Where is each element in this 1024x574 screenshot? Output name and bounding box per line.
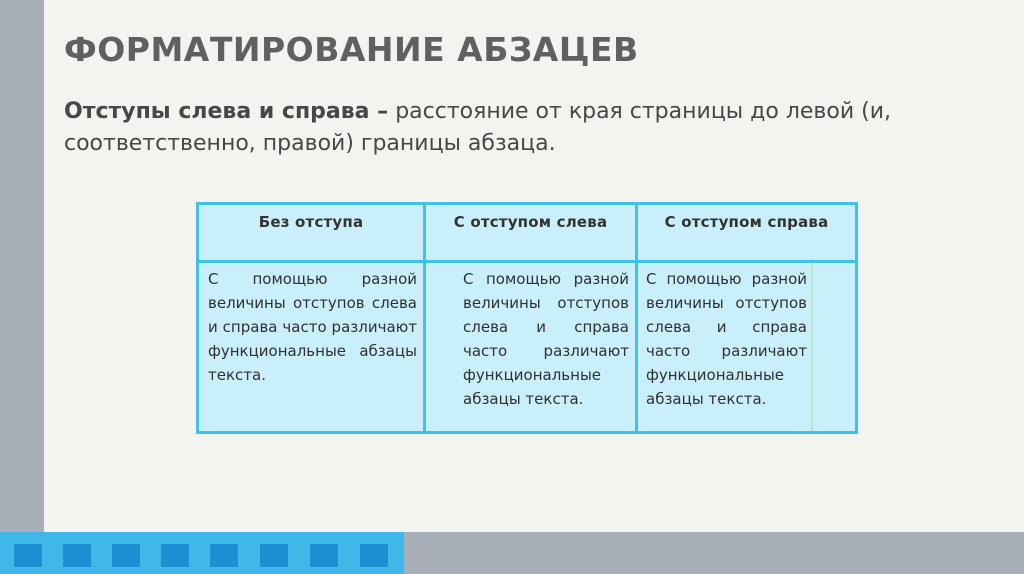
table-cell-right-indent bbox=[646, 267, 807, 411]
table-column-divider bbox=[423, 205, 426, 431]
table-inner-margin-line bbox=[811, 263, 813, 431]
slide-title: ФОРМАТИРОВАНИЕ АБЗАЦЕВ bbox=[64, 30, 639, 69]
decorative-square bbox=[161, 544, 189, 567]
table-header-divider bbox=[199, 260, 855, 263]
bottom-accent-strip bbox=[0, 532, 404, 574]
cell-text: С помощью разной величины отступов слева и справа часто различают функциональные абзацы текста. bbox=[208, 270, 417, 384]
lead-term: Отступы слева и справа – bbox=[64, 99, 389, 124]
lead-text: расстояние от края страницы до левой (и, соответственно, правой) границы абзаца. bbox=[64, 99, 892, 156]
cell-text: С помощью разной величины отступов слева и справа часто различают функциональные абзацы текста. bbox=[463, 270, 629, 408]
table-header-no-indent: Без отступа bbox=[258, 213, 364, 231]
decorative-square bbox=[360, 544, 388, 567]
decorative-square bbox=[14, 544, 42, 567]
decorative-square bbox=[310, 544, 338, 567]
decorative-square bbox=[112, 544, 140, 567]
cell-text: С помощью разной величины отступов слева и справа часто различают функциональные абзацы текста. bbox=[646, 270, 807, 408]
decorative-square bbox=[260, 544, 288, 567]
bottom-frame-bar bbox=[404, 532, 1024, 574]
table-header-left-indent: С отступом слева bbox=[453, 213, 608, 231]
left-frame-bar bbox=[0, 0, 44, 532]
table-column-divider bbox=[635, 205, 638, 431]
decorative-square bbox=[210, 544, 238, 567]
table-cell-left-indent bbox=[463, 267, 629, 411]
lead-paragraph bbox=[64, 96, 964, 160]
comparison-table bbox=[196, 202, 858, 434]
decorative-square bbox=[63, 544, 91, 567]
table-header-right-indent: С отступом справа bbox=[664, 213, 829, 231]
table-cell-no-indent bbox=[208, 267, 417, 387]
